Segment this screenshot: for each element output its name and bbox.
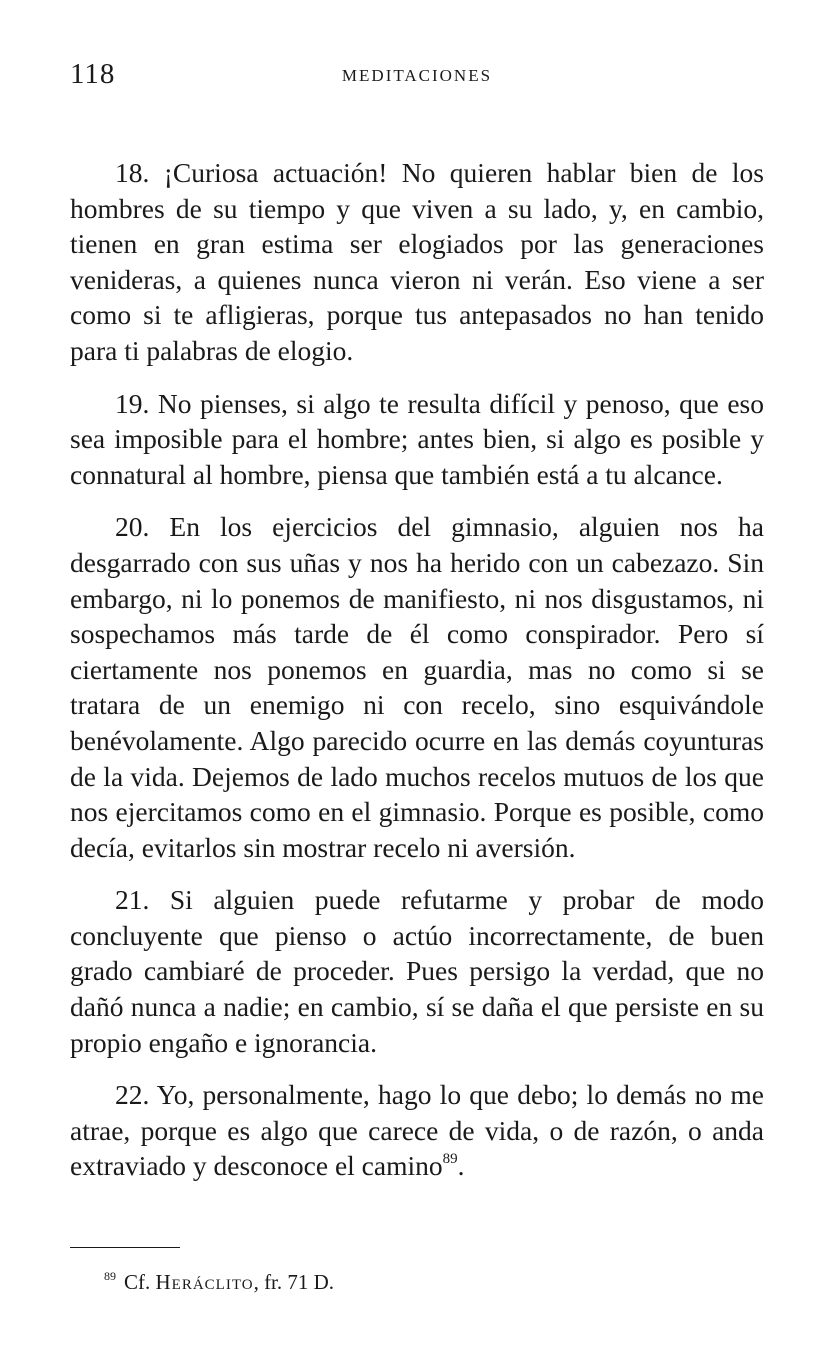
page-header [70, 58, 764, 98]
page-number: 118 [70, 58, 116, 90]
footnote-prefix: Cf. [124, 1270, 151, 1294]
footnote-mark: 89 [104, 1269, 116, 1283]
paragraph-22-tail: . [457, 1150, 465, 1182]
running-title: MEDITACIONES [341, 66, 493, 85]
paragraph-19: 19. No pienses, si algo te resulta difícil y penoso, que eso sea imposible para el hombre; antes bien, si algo es posible y connatural al hombre, piensa que también está a tu alcance. [70, 387, 764, 490]
footnote-reference[interactable]: 89 [442, 1151, 458, 1168]
paragraph-18: 18. ¡Curiosa actuación! No quieren hablar bien de los hombres de su tiempo y que viven a su lado, y, en cambio, tienen en gran estima ser elogiados por las generaciones venideras, a quienes nunca vieron ni verán. Eso viene a ser como si te afligieras, porque tus antepasados no han tenido para ti palabras de elogio. [70, 157, 764, 366]
paragraph-22 [70, 1077, 764, 1184]
paragraph-22-text: 22. Yo, personalmente, hago lo que debo; lo demás no me atrae, porque es algo que carece de vida, o de razón, o anda extraviado y desconoce el camino [70, 1079, 764, 1182]
footnote-author: Heráclito [155, 1270, 254, 1294]
paragraph-20: 20. En los ejercicios del gimnasio, alguien nos ha desgarrado con sus uñas y nos ha herido con un cabezazo. Sin embargo, ni lo ponemos de manifiesto, ni nos disgustamos, ni sospechamos más tarde de él como conspirador. Pero sí ciertamente nos ponemos en guardia, mas no como si se tratara de un enemigo ni con recelo, sino esquivándole benévolamente. Algo parecido ocurre en las demás coyunturas de la vida. Dejemos de lado muchos recelos mutuos de los que nos ejercitamos como en el gimnasio. Porque es posible, como decía, evitarlos sin mostrar recelo ni aversión. [70, 511, 764, 863]
footnote-citation: , fr. 71 D. [253, 1270, 335, 1294]
footnote-divider [70, 1247, 180, 1248]
paragraph-21: 21. Si alguien puede refutarme y probar de modo concluyente que pienso o actúo incorrectamente, de buen grado cambiaré de proceder. Pues persigo la verdad, que no dañó nunca a nadie; en cambio, sí se daña el que persiste en su propio engaño e ignorancia. [70, 884, 764, 1058]
body-text [70, 155, 764, 1201]
footnote [104, 1262, 334, 1296]
